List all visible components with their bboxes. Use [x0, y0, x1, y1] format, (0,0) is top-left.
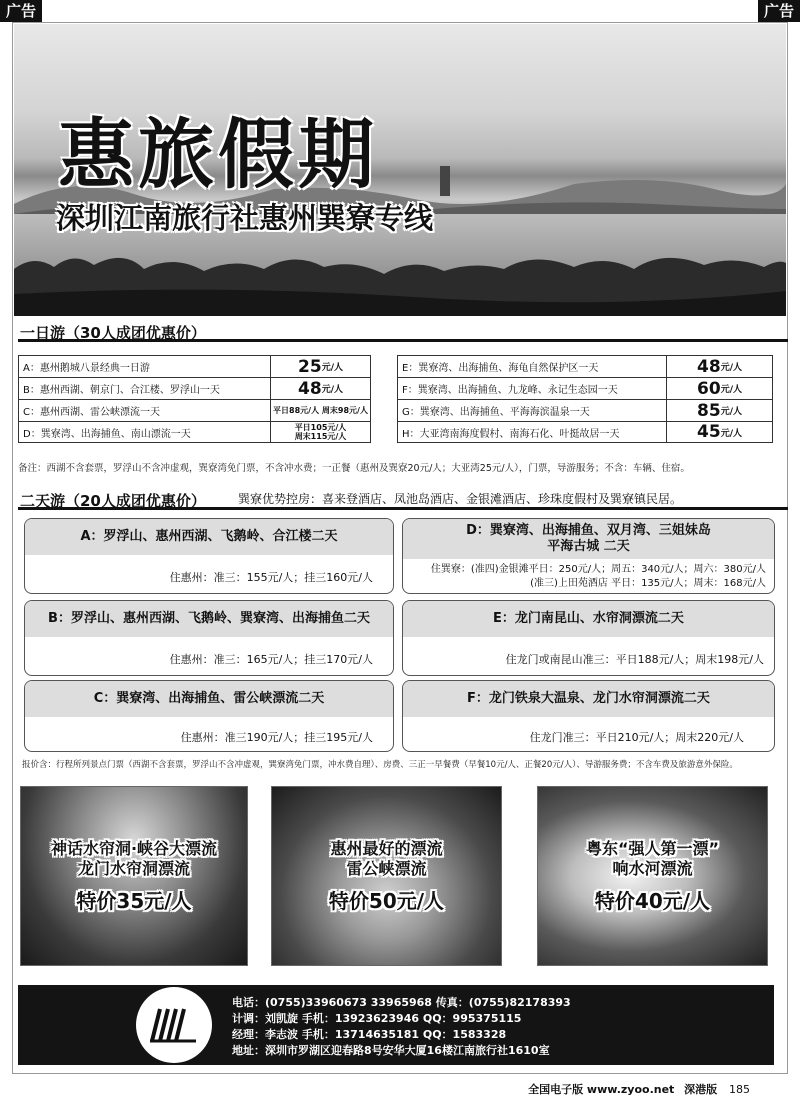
logo-icon	[146, 1005, 202, 1045]
contact-manager: 经理：李志波 手机：13714635181 QQ：1583328	[232, 1028, 507, 1041]
tour-box-head: F：龙门铁泉大温泉、龙门水帘洞漂流二天	[403, 681, 774, 717]
hotels-note: 巽寮优势控房：喜来登酒店、凤池岛酒店、金银滩酒店、珍珠度假村及巽寮镇民居。	[238, 492, 683, 506]
page-footer	[528, 1081, 750, 1097]
tour-box-head: A：罗浮山、惠州西湖、飞鹅岭、合江楼二天	[25, 519, 393, 555]
tour-name: H：大亚湾南海度假村、南海石化、叶挺故居一天	[402, 428, 620, 440]
oneday-note: 备注：西湖不含套票，罗浮山不含冲虚观，巽寮湾免门票，不含冲水费；一正餐（惠州及巽寮20元/人；大亚湾25元/人），门票，导游服务；不含：车辆、住宿。	[18, 463, 690, 474]
oneday-title: 一日游（30人成团优惠价）	[20, 324, 206, 342]
photo-caption: 响水河漂流	[612, 859, 693, 878]
twoday-note: 报价含：行程所列景点门票（西湖不含套票，罗浮山不含冲虚观，巽寮湾免门票，冲水费自理）、房费、三正一早餐费（早餐10元/人、正餐20元/人）、导游服务费；不含车费及旅游意外保险。	[22, 760, 738, 770]
tour-box-b	[24, 600, 394, 676]
hero-title: 惠旅假期	[58, 110, 378, 199]
footer-site: 全国电子版 www.zyoo.net	[528, 1083, 675, 1096]
tour-box-head: D：巽寮湾、出海捕鱼、双月湾、三姐妹岛 平海古城 二天	[403, 519, 774, 559]
contact-address: 地址：深圳市罗湖区迎春路8号安华大厦16楼江南旅行社1610室	[232, 1044, 550, 1057]
table-row	[18, 421, 371, 443]
table-row	[397, 421, 773, 443]
photo-rafting-3	[537, 786, 768, 966]
contact-bar	[18, 985, 774, 1065]
photo-caption: 神话水帘洞·峡谷大漂流	[50, 839, 218, 858]
hero-banner	[14, 24, 786, 316]
tour-name: E：巽寮湾、出海捕鱼、海龟自然保护区一天	[402, 363, 599, 374]
ad-label-right: 广告	[758, 0, 800, 22]
tour-name: D：巽寮湾、出海捕鱼、南山漂流一天	[23, 428, 191, 440]
photo-caption: 惠州最好的漂流	[330, 839, 443, 858]
tour-price: 48 元/人	[270, 378, 370, 399]
photo-caption: 粤东“强人第一漂”	[585, 839, 720, 858]
tour-box-c	[24, 680, 394, 752]
table-row	[397, 355, 773, 377]
photo-rafting-1	[20, 786, 248, 966]
table-row	[397, 377, 773, 399]
photo-price: 特价35元/人	[76, 889, 192, 913]
ad-label-left: 广告	[0, 0, 42, 22]
oneday-header	[18, 320, 788, 342]
tour-box-d	[402, 518, 775, 594]
tour-box-head: C：巽寮湾、出海捕鱼、雷公峡漂流二天	[25, 681, 393, 717]
oneday-table-right	[397, 355, 773, 443]
tour-price: 48 元/人	[666, 356, 772, 377]
tour-name: B：惠州西湖、朝京门、合江楼、罗浮山一天	[23, 385, 220, 396]
tour-price: 60 元/人	[666, 378, 772, 399]
table-row	[18, 377, 371, 399]
tour-price: 25 元/人	[270, 356, 370, 377]
tour-name: A：惠州鹅城八景经典一日游	[23, 363, 150, 374]
oneday-table-left	[18, 355, 371, 443]
table-row	[18, 399, 371, 421]
table-row	[18, 355, 371, 377]
tour-price: 85 元/人	[666, 400, 772, 421]
tour-name: C：惠州西湖、雷公峡漂流一天	[23, 407, 160, 418]
table-row	[397, 399, 773, 421]
tour-box-head: E：龙门南昆山、水帘洞漂流二天	[403, 601, 774, 637]
photo-caption: 雷公峡漂流	[346, 859, 427, 878]
tour-box-a	[24, 518, 394, 594]
tour-box-price: 住惠州：准三：155元/人；挂三160元/人	[169, 571, 373, 584]
tour-box-price: 住惠州：准三190元/人；挂三195元/人	[180, 731, 373, 744]
photo-price: 特价40元/人	[594, 889, 711, 913]
tour-box-e	[402, 600, 775, 676]
tour-box-price: 住龙门准三：平日210元/人；周末220元/人	[529, 731, 744, 744]
hero-subtitle: 深圳江南旅行社惠州巽寮专线	[56, 201, 434, 235]
photo-rafting-2	[271, 786, 502, 966]
tour-name: F：巽寮湾、出海捕鱼、九龙峰、永记生态园一天	[402, 385, 618, 396]
tour-box-price: 住巽寮：(准四)金银滩平日：250元/人；周五：340元/人；周六：380元/人 (准三)上田苑酒店 平日：135元/人；周末：168元/人	[430, 564, 766, 589]
tour-box-head: B：罗浮山、惠州西湖、飞鹅岭、巽寮湾、出海捕鱼二天	[25, 601, 393, 637]
contact-phone: 电话：(0755)33960673 33965968 传真：(0755)82178393	[232, 996, 571, 1009]
contact-planner: 计调：刘凯旋 手机：13923623946 QQ：995375115	[232, 1012, 522, 1025]
tour-box-f	[402, 680, 775, 752]
tour-price: 45 元/人	[666, 422, 772, 442]
twoday-title: 二天游（20人成团优惠价）	[20, 492, 206, 510]
tour-name: G：巽寮湾、出海捕鱼、平海海滨温泉一天	[402, 407, 590, 418]
tour-price: 平日105元/人 周末115元/人	[270, 422, 370, 442]
photo-price: 特价50元/人	[328, 889, 445, 913]
twoday-header	[18, 486, 788, 510]
page-number: 185	[729, 1083, 750, 1096]
tour-box-price: 住龙门或南昆山准三：平日188元/人；周末198元/人	[505, 653, 764, 666]
footer-edition: 深港版	[684, 1083, 718, 1096]
tour-box-price: 住惠州：准三：165元/人；挂三170元/人	[169, 653, 373, 666]
tour-price: 平日88元/人 周末98元/人	[270, 400, 370, 421]
trees-graphic	[14, 249, 786, 316]
photo-caption: 龙门水帘洞漂流	[77, 859, 190, 878]
contact-lines	[232, 995, 571, 1059]
agency-logo	[136, 987, 212, 1063]
